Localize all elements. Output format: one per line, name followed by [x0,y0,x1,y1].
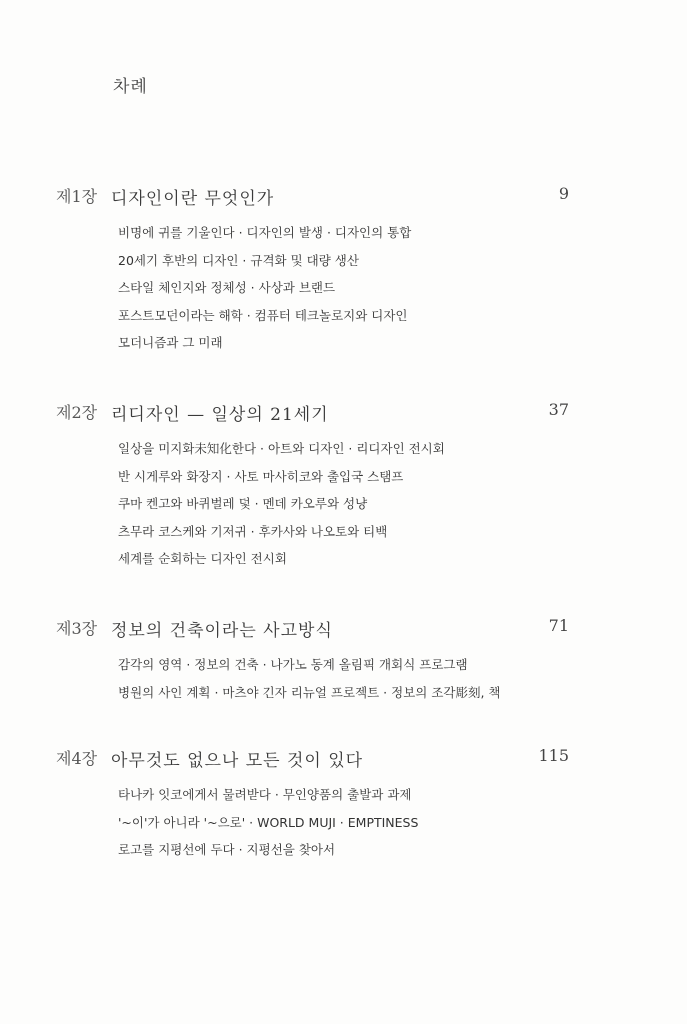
section-line: 츠무라 코스케와 기저귀 · 후카사와 나오토와 티백 [118,523,388,539]
section-line: 스타일 체인지와 정체성 · 사상과 브랜드 [118,280,336,295]
section-line: 비명에 귀를 기울인다 · 디자인의 발생 · 디자인의 통합 [118,225,412,240]
section-line: 병원의 사인 계획 · 마츠야 긴자 리뉴얼 프로젝트 · 정보의 조각彫刻, 책 [118,684,501,700]
toc-title: 차례 [113,77,148,97]
chapter-heading [0,400,687,430]
chapter-page-number: 37 [548,400,569,419]
chapter-3 [0,616,687,700]
chapter-title: 디자인이란 무엇인가 [111,189,275,209]
chapter-title: 아무것도 없으나 모든 것이 있다 [111,751,364,771]
chapter-title: 리디자인 — 일상의 21세기 [111,405,329,425]
section-list [118,224,411,362]
chapter-2 [0,400,687,566]
section-line: 일상을 미지화未知化한다 · 아트와 디자인 · 리디자인 전시회 [118,441,445,456]
section-line: 타나카 잇코에게서 물려받다 · 무인양품의 출발과 과제 [118,787,412,802]
section-line: 20세기 후반의 디자인 · 규격화 및 대량 생산 [118,252,359,268]
chapter-number: 제1장 [56,187,98,206]
chapter-heading [0,184,687,214]
chapter-number: 제4장 [56,749,98,768]
chapter-number: 제3장 [56,619,98,638]
section-line: 세계를 순회하는 디자인 전시회 [118,551,287,566]
chapter-1 [0,184,687,350]
chapter-page-number: 9 [558,184,569,203]
section-line: '~이'가 아니라 '~으로' · WORLD MUJI · EMPTINESS [118,814,419,830]
section-line: 모더니즘과 그 미래 [118,335,223,350]
chapter-page-number: 71 [548,616,569,635]
chapter-heading [0,746,687,776]
chapter-page-number: 115 [538,746,569,765]
section-line: 포스트모던이라는 해학 · 컴퓨터 테크놀로지와 디자인 [118,307,408,323]
section-list [118,786,418,869]
section-line: 반 시게루와 화장지 · 사토 마사히코와 출입국 스탬프 [118,468,404,484]
section-list [118,656,501,711]
section-line: 쿠마 켄고와 바퀴벌레 덫 · 멘데 카오루와 성냥 [118,496,368,511]
chapter-4 [0,746,687,857]
section-line: 감각의 영역 · 정보의 건축 · 나가노 동계 올림픽 개회식 프로그램 [118,657,468,672]
section-list [118,440,445,578]
chapter-heading [0,616,687,646]
section-line: 로고를 지평선에 두다 · 지평선을 찾아서 [118,842,336,857]
chapter-number: 제2장 [56,403,98,422]
chapter-title: 정보의 건축이라는 사고방식 [111,621,333,641]
